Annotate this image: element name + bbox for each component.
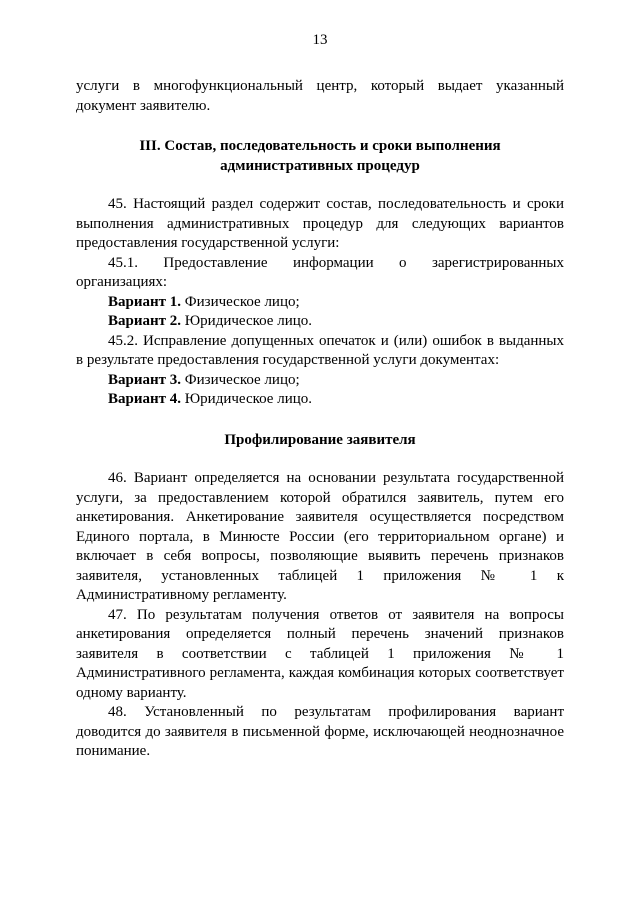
paragraph-45: 45. Настоящий раздел содержит состав, последовательность и сроки выполнения административных процедур для следующих вариантов предоставления государственной услуги: <box>76 196 564 251</box>
variant-1-label: Вариант 1. <box>108 293 182 310</box>
variant-1 <box>76 293 564 313</box>
variant-2-text: Юридическое лицо. <box>181 313 313 329</box>
intro-line-2: документ заявителю. <box>76 97 211 114</box>
intro-line-1: услуги в многофункциональный центр, который выдает указанный <box>76 78 564 94</box>
paragraph-45-1: 45.1. Предоставление информации о зарегистрированных организациях: <box>76 254 564 290</box>
document-body <box>76 77 564 762</box>
paragraph-45-2: 45.2. Исправление допущенных опечаток и (или) ошибок в выданных в результате предоставления государственной услуги документах: <box>76 332 564 368</box>
variant-3-text: Физическое лицо; <box>181 371 300 388</box>
profiling-heading: Профилирование заявителя <box>224 431 416 448</box>
variant-2-label: Вариант 2. <box>108 313 182 329</box>
variant-3-label: Вариант 3. <box>108 371 182 388</box>
variant-2 <box>76 312 564 332</box>
section-3-heading-line-1: III. Состав, последовательность и сроки выполнения <box>139 138 501 154</box>
page-number: 13 <box>312 32 328 48</box>
paragraph-47: 47. По результатам получения ответов от заявителя на вопросы анкетирования определяется полный перечень значений признаков заявителя в соответствии с таблицей 1 приложения № 1 Административного регламента, каждая комбинация которых соответствует одному варианту. <box>76 606 564 701</box>
variant-3 <box>76 371 564 391</box>
variant-1-text: Физическое лицо; <box>181 293 300 310</box>
section-3-heading-line-2: административных процедур <box>220 157 420 174</box>
paragraph-48: 48. Установленный по результатам профилирования вариант доводится до заявителя в письменной форме, исключающей неоднозначное понимание. <box>76 704 564 759</box>
variant-4-label: Вариант 4. <box>108 391 182 407</box>
paragraph-46: 46. Вариант определяется на основании результата государственной услуги, за предоставлением которой обратился заявитель, путем его анкетирования. Анкетирование заявителя осуществляется посредством Единого портала, в Минюсте России (его территориальном органе) и включает в себя вопросы, позволяющие выявить перечень признаков заявителя, установленных таблицей 1 приложения № 1 к Административному регламенту. <box>76 470 564 603</box>
section-3-heading <box>76 137 564 176</box>
variant-4 <box>76 390 564 410</box>
intro-paragraph <box>76 77 564 97</box>
variant-4-text: Юридическое лицо. <box>181 391 313 407</box>
intro-paragraph-end <box>76 97 564 117</box>
